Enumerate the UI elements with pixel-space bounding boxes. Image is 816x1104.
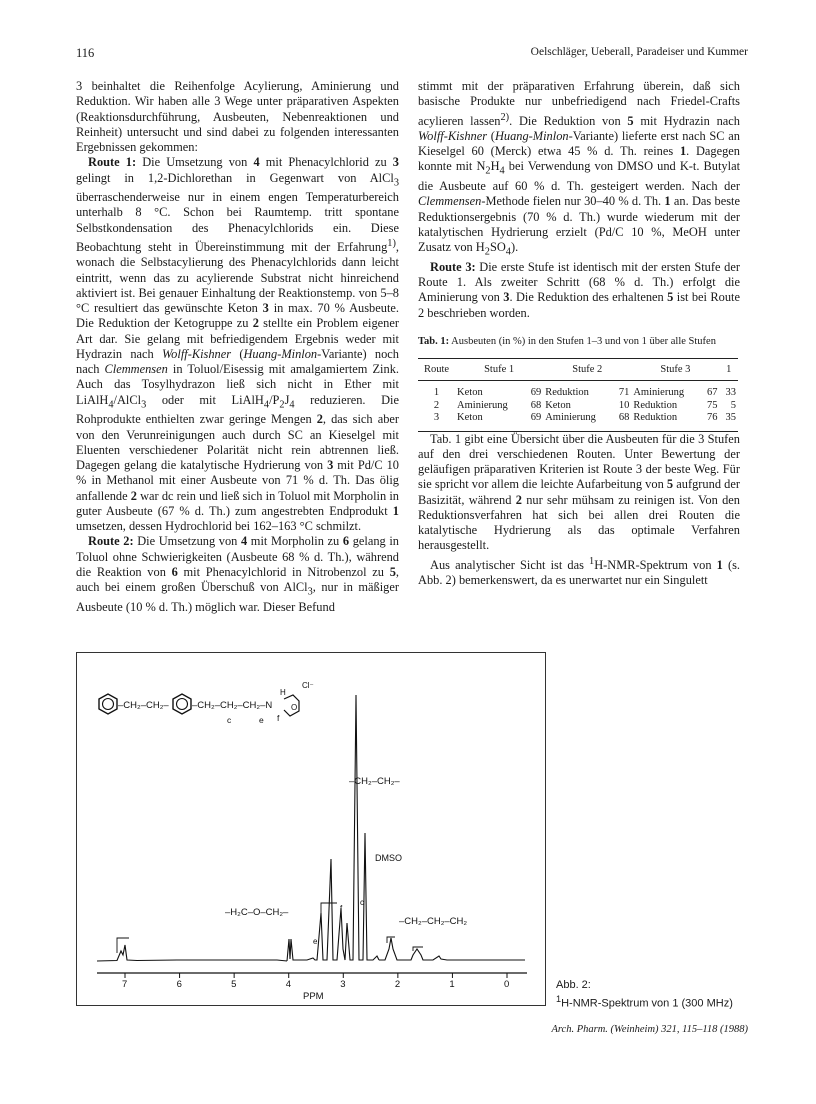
figure-caption-text: $^1$H-NMR-Spektrum von 1 (300 MHz) xyxy=(556,994,733,1010)
spectrum-trace-aromatic xyxy=(97,945,287,961)
ppm-tick-label: 5 xyxy=(231,979,237,990)
paragraph-route-2-cont: stimmt mit der präparativen Erfahrung überein, daß sich basische Produkte nur unbefriedigend nach Friedel-Crafts acylieren lassen$^{2)}$. Die Reduktion von 5 mit Hydrazin nach Wolff-Kishner (Huang-Minlon-Variante) lieferte erst nach SC an Kieselgel 60 (Merck) etwa 45 % d. Th. reines 1. Dagegen konnte mit $N_2H_4$ bei Verwendung von DMSO und K-t. Butylat die Ausbeute auf 60 % d. Th. gesteigert werden. Nach der Clemmensen-Methode fielen nur 30–40 % d. Th. 1 an. Das beste Reduktionsergebnis (70 % d. Th.) wurde wiederum mit der katalytischen Hydrierung erzielt (Pd/C 10 %, MeOH unter Zusatz von $H_2SO_4$). xyxy=(418,79,741,258)
table-header-cell: 1 xyxy=(720,358,739,380)
table-header-cell: Stufe 3 xyxy=(631,358,719,380)
yields-table xyxy=(418,358,738,432)
paragraph-table-discussion: Tab. 1 gibt eine Übersicht über die Ausbeuten für die 3 Stufen auf den drei verschiedenen Routen. Unter Bewertung der geläufigen präparativen Kriterien ist Route 3 der beste Weg. Für sie spricht vor allem die leichte Aufarbeitung von 5 aufgrund der Basizität, während 2 nur sehr mühsam zu reinigen ist. Von den Reduktionsverfahren hat sich bei allen drei Routen die katalytische Hydrierung als das optimale Verfahren herausgestellt. xyxy=(418,431,740,553)
nmr-spectrum-figure xyxy=(76,652,546,1006)
structure-label-f: f xyxy=(277,713,280,723)
page-number: 116 xyxy=(76,46,95,60)
table-caption: Tab. 1: Ausbeuten (in %) in den Stufen 1–3 und von 1 über alle Stufen xyxy=(418,335,716,347)
left-column xyxy=(76,79,399,615)
ppm-tick-label: 4 xyxy=(285,979,292,990)
ppm-tick-label: 6 xyxy=(176,979,182,990)
nmr-spectrum-plot xyxy=(77,653,545,1005)
table-row: 3 Keton 69 Aminierung 68 Reduktion 76 35 xyxy=(418,412,738,431)
structure-formula xyxy=(99,681,314,725)
structure-h: H xyxy=(280,688,286,697)
ppm-tick-label: 1 xyxy=(449,979,455,990)
peak-label-c: c xyxy=(360,898,364,907)
figure-caption xyxy=(556,978,733,1011)
ppm-tick-label: 7 xyxy=(122,979,128,990)
peak-label-f: f xyxy=(340,904,343,913)
annotation-dmso: DMSO xyxy=(375,853,402,863)
ppm-tick-label: 2 xyxy=(394,979,401,990)
ppm-axis-ticks xyxy=(122,973,509,990)
route-1-heading: Route 1: xyxy=(88,155,137,170)
table-header-cell: Stufe 1 xyxy=(455,358,543,380)
route-3-heading: Route 3: xyxy=(430,259,476,274)
table-header-cell: Route xyxy=(418,358,455,380)
table-row: 1 Keton 69 Reduktion 71 Aminierung 67 33 xyxy=(433,387,736,399)
benzene-ring-icon xyxy=(173,694,191,714)
paragraph-nmr: Aus analytischer Sicht ist das $^1$H-NMR-Spektrum von 1 (s. Abb. 2) bemerkenswert, da es unerwartet nur ein Singulett xyxy=(418,555,740,587)
spectrum-trace-alkyl xyxy=(379,938,525,960)
structure-label-c: c xyxy=(227,715,232,725)
route-2-heading: Route 2: xyxy=(88,534,134,549)
paragraph-route-2: Route 2: Die Umsetzung von 4 mit Morpholin zu 6 gelang in Toluol ohne Schwierigkeiten (Ausbeute 68 % d. Th.), während die Reaktion von 6 mit Phenacylchlorid in Nitrobenzol zu 5, auch bei einem großen Überschuß von AlCl$_3$, nur in mäßiger Ausbeute (10 % d. Th.) möglich war. Dieser Befund xyxy=(76,534,399,614)
annotation-propyl-chain: –CH₂–CH₂–CH₂ xyxy=(399,916,468,927)
structure-oxygen: O xyxy=(291,703,298,712)
table-row: 2 Aminierung 68 Keton 10 Reduktion 75 5 xyxy=(433,399,736,411)
paragraph-route-1: Route 1: Die Umsetzung von 4 mit Phenacylchlorid zu 3 gelingt in 1,2-Dichlorethan in Gegenwart von AlCl$_3$ überraschenderweise nur in einem engen Temperaturbereich unterhalb 8 °C. Schon bei Raumtemp. tritt spontane Selbstkondensation des Phenacylchlorids ein. Diese Beobachtung steht in Übereinstimmung mit der Erfahrung$^{1)}$, wonach die Selbstacylierung des Phenacylchlorids dann leicht eintritt, wenn das zu acylierende Substrat nicht hinreichend aktiviert ist. Bei genauer Einhaltung der Reaktionstemp. von 5–8 °C resultiert das gewünschte Keton 3 in max. 70 % Ausbeute. Die Reduktion der Ketogruppe zu 2 stellte ein Problem eigener Art dar. Sie gelang mit befriedigendem Ergebnis weder mit Hydrazin nach Wolff-Kishner (Huang-Minlon-Variante) noch nach Clemmensen in Toluol/Eisessig mit amalgamiertem Zink. Auch das Tosylhydrazon ließ sich nicht in Ether mit LiAlH$_4$/AlCl$_3$ oder mit $LiAlH_4/P_2J_4$ reduzieren. Die Rohprodukte enthielten zwar geringe Mengen 2, das sich aber von den Verunreinigungen auch durch SC an Kieselgel mit Eluenten verschiedener Polarität nicht rein abtrennen ließ. Dagegen gelang die katalytische Hydrierung von 3 mit Pd/C 10 % in Methanol mit einer Ausbeute von 71 % d. Th. Das ölig anfallende 2 war dc rein und ließ sich in Toluol mit Morpholin in guter Ausbeute (67 % d. Th.) zum angestrebten Endprodukt 1 umsetzen, dessen Hydrochlorid bei 162–163 °C schmilzt. xyxy=(76,155,400,534)
structure-chain-left: –CH₂–CH₂– xyxy=(118,700,169,711)
structure-chloride: Cl⁻ xyxy=(302,681,314,690)
structure-label-e: e xyxy=(259,715,264,725)
running-head-authors: Oelschläger, Ueberall, Paradeiser und Kummer xyxy=(530,46,748,58)
ppm-tick-label: 3 xyxy=(340,979,346,990)
table-header-cell: Stufe 2 xyxy=(543,358,631,380)
annotation-ether: –H₂C–O–CH₂– xyxy=(225,907,289,918)
right-column xyxy=(418,79,740,588)
table-header-row xyxy=(418,358,738,380)
peak-label-e: e xyxy=(313,937,318,946)
structure-chain-right: –CH₂–CH₂–CH₂–N xyxy=(192,700,273,711)
ppm-tick-label: 0 xyxy=(504,979,510,990)
ppm-axis-label: PPM xyxy=(303,991,324,1002)
annotation-ch2ch2: –CH₂–CH₂– xyxy=(349,776,400,787)
paragraph-intro: 3 beinhaltet die Reihenfolge Acylierung, Aminierung und Reduktion. Wir haben alle 3 Wege unter präparativen Aspekten (Reaktionsdurchführung, Ausbeuten, Nebenreaktionen und Reinheit) untersucht und sind dabei zu folgenden interessanten Ergebnissen gekommen: xyxy=(76,79,399,154)
paragraph-route-3: Route 3: Die erste Stufe ist identisch mit der ersten Stufe der Route 1. Als zweiter Schritt (68 % d. Th.) erfolgt die Aminierung von 3. Die Reduktion des erhaltenen 5 ist bei Route 2 beschrieben worden. xyxy=(418,259,740,320)
spectrum-trace-aliphatic xyxy=(287,695,379,961)
figure-caption-label: Abb. 2: xyxy=(556,979,591,991)
benzene-ring-icon xyxy=(99,694,117,714)
journal-citation: Arch. Pharm. (Weinheim) 321, 115–118 (1988) xyxy=(551,1024,748,1035)
